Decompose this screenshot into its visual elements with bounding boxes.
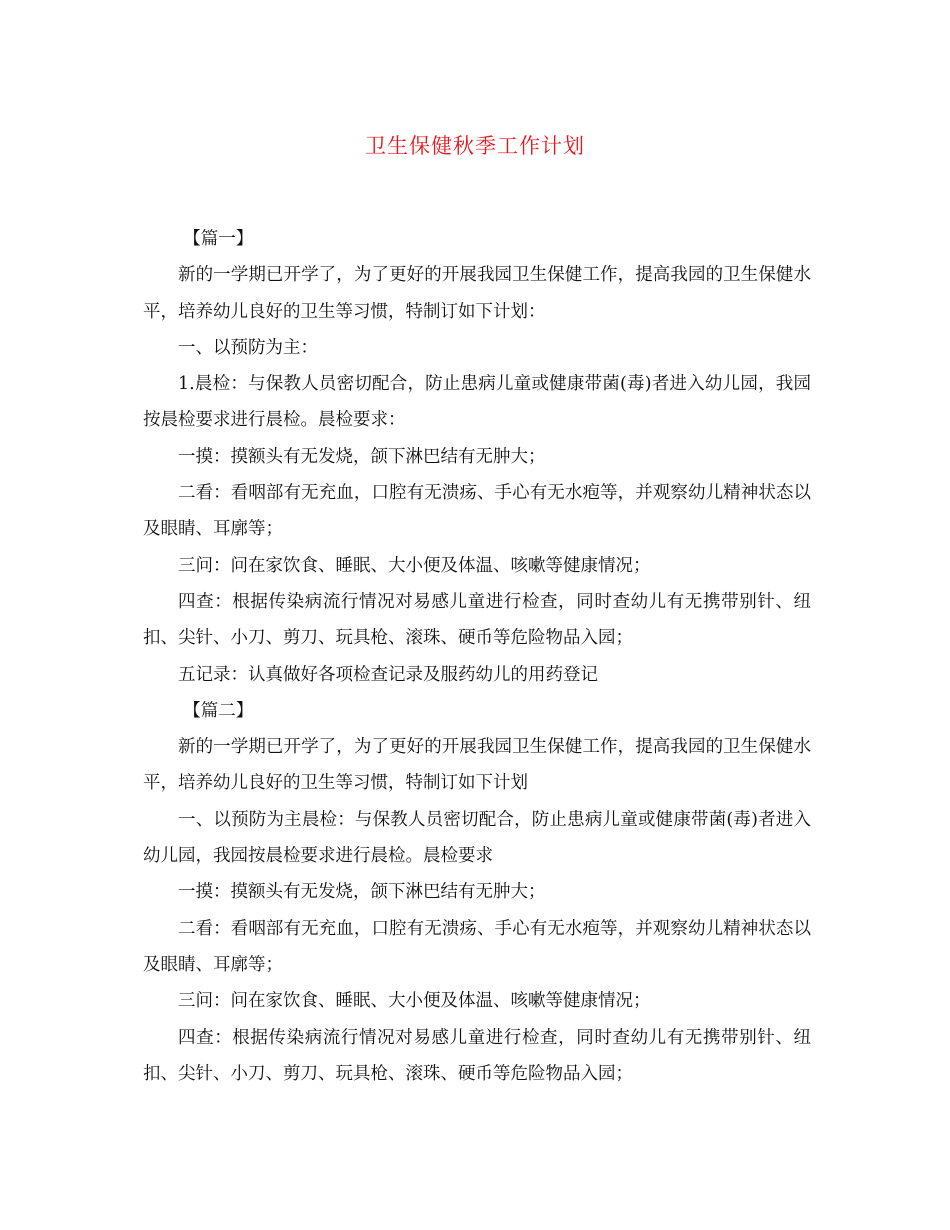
paragraph: 1.晨检：与保教人员密切配合，防止患病儿童或健康带菌(毒)者进入幼儿园，我园按晨检要求进行晨检。晨检要求： xyxy=(143,374,811,431)
section-heading-part-one: 【篇一】 xyxy=(183,229,254,249)
paragraph: 新的一学期已开学了，为了更好的开展我园卫生保健工作，提高我园的卫生保健水平，培养幼儿良好的卫生等习惯，特制订如下计划： xyxy=(143,265,811,322)
paragraph: 二看：看咽部有无充血，口腔有无溃疡、手心有无水疱等，并观察幼儿精神状态以及眼睛、耳廓等； xyxy=(143,918,811,975)
paragraph: 一、以预防为主晨检：与保教人员密切配合，防止患病儿童或健康带菌(毒)者进入幼儿园，我园按晨检要求进行晨检。晨检要求 xyxy=(143,809,811,867)
paragraph: 一、以预防为主： xyxy=(178,337,318,358)
paragraph: 五记录：认真做好各项检查记录及服药幼儿的用药登记 xyxy=(178,664,598,685)
document-body xyxy=(143,221,811,1092)
document-title: 卫生保健秋季工作计划 xyxy=(365,134,585,158)
section-heading-part-two: 【篇二】 xyxy=(183,700,254,721)
paragraph: 一摸：摸额头有无发烧，颌下淋巴结有无肿大； xyxy=(178,446,546,467)
paragraph: 三问：问在家饮食、睡眠、大小便及体温、咳嗽等健康情况； xyxy=(178,555,651,576)
paragraph: 三问：问在家饮食、睡眠、大小便及体温、咳嗽等健康情况； xyxy=(178,991,651,1012)
paragraph: 四查：根据传染病流行情况对易感儿童进行检查，同时查幼儿有无携带别针、纽扣、尖针、小刀、剪刀、玩具枪、滚珠、硬币等危险物品入园； xyxy=(143,1027,811,1084)
paragraph: 四查：根据传染病流行情况对易感儿童进行检查，同时查幼儿有无携带别针、纽扣、尖针、小刀、剪刀、玩具枪、滚珠、硬币等危险物品入园； xyxy=(143,591,811,649)
paragraph: 新的一学期已开学了，为了更好的开展我园卫生保健工作，提高我园的卫生保健水平，培养幼儿良好的卫生等习惯，特制订如下计划 xyxy=(143,737,811,794)
paragraph: 二看：看咽部有无充血，口腔有无溃疡、手心有无水疱等，并观察幼儿精神状态以及眼睛、耳廓等； xyxy=(143,483,811,540)
paragraph: 一摸：摸额头有无发烧，颌下淋巴结有无肿大； xyxy=(178,882,546,903)
